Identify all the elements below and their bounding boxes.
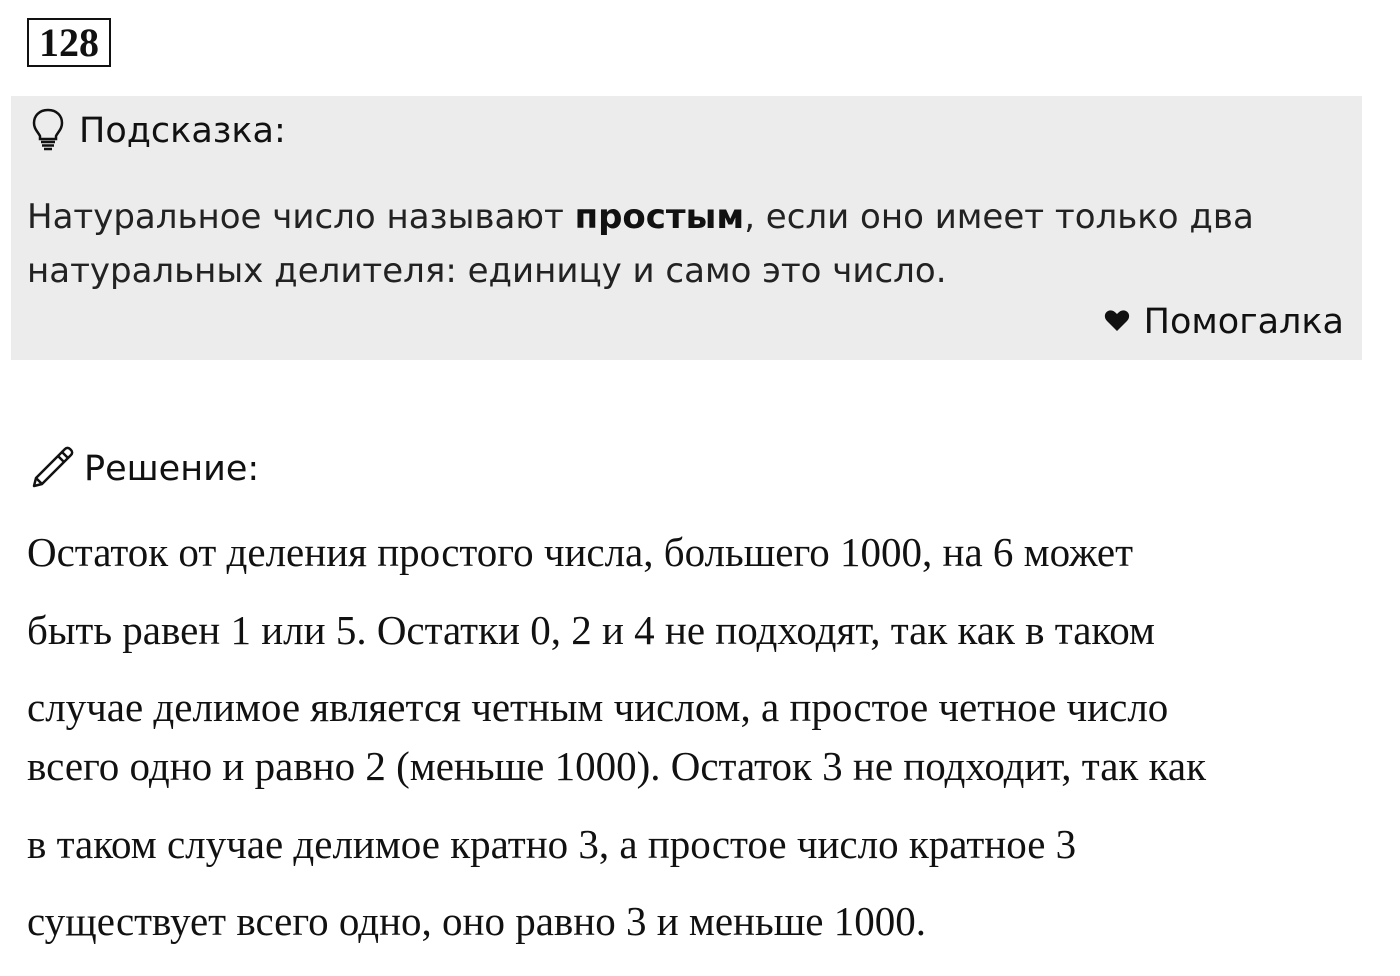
solution-line: Остаток от деления простого числа, большего 1000, на 6 может [27, 529, 1133, 575]
hint-text-bold: простым [574, 197, 745, 237]
pencil-icon [30, 444, 76, 495]
solution-header [30, 446, 259, 492]
hint-text-before: Натуральное число называют [27, 197, 575, 237]
hint-text [27, 190, 1347, 298]
solution-line: случае делимое является четным числом, а простое четное число [27, 684, 1169, 730]
credit [1104, 302, 1344, 342]
solution-title: Решение: [84, 449, 260, 489]
hint-text-after: , если оно имеет только два [744, 197, 1254, 237]
solution-line: в таком случае делимое кратно 3, а простое число кратное 3 [27, 821, 1077, 867]
heart-icon [1104, 302, 1130, 342]
hint-text-line2: натуральных делителя: единицу и само это число. [27, 251, 947, 291]
hint-box [11, 96, 1362, 360]
task-number: 128 [27, 18, 111, 67]
credit-label: Помогалка [1143, 302, 1344, 342]
solution-line: быть равен 1 или 5. Остатки 0, 2 и 4 не подходят, так как в таком [27, 607, 1155, 653]
solution-line: существует всего одно, оно равно 3 и меньше 1000. [27, 898, 926, 944]
hint-title: Подсказка: [79, 111, 286, 151]
lightbulb-icon [31, 107, 65, 156]
solution-line: всего одно и равно 2 (меньше 1000). Остаток 3 не подходит, так как [27, 743, 1206, 789]
hint-header [31, 110, 286, 152]
